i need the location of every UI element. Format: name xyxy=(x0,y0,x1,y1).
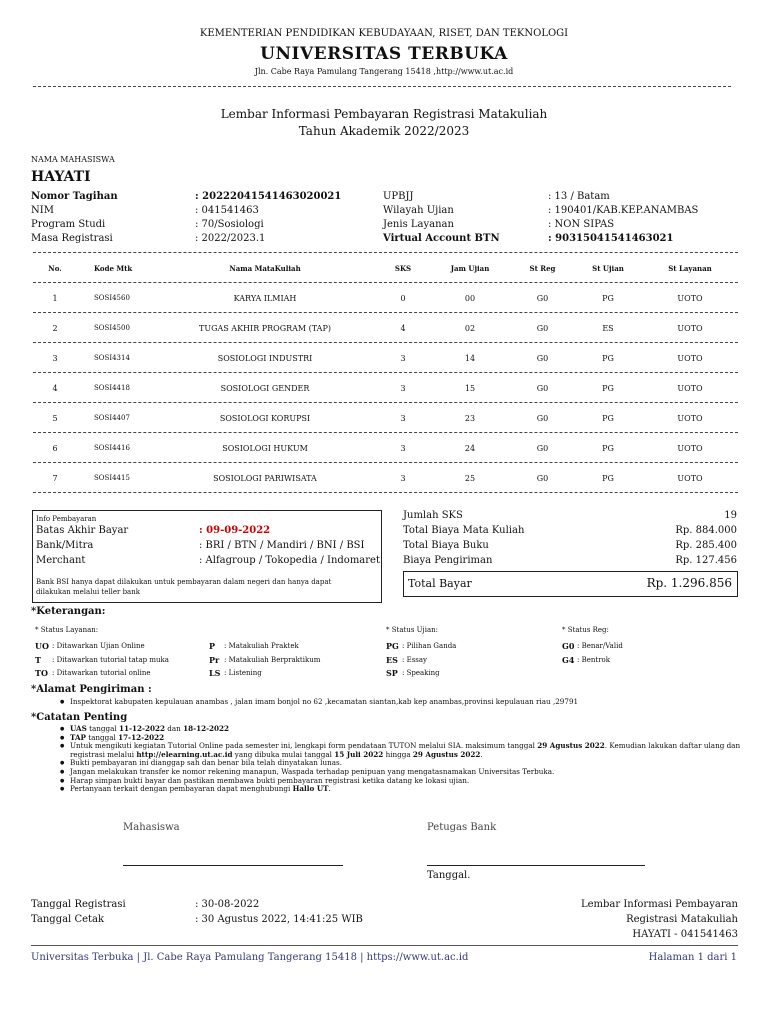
shipping-fee-value: Rp. 127.456 xyxy=(675,555,737,566)
footer-divider xyxy=(31,945,738,946)
list-item xyxy=(60,785,750,794)
doc-label-line2: Registrasi Matakuliah xyxy=(626,914,738,925)
page-number: Halaman 1 dari 1 xyxy=(648,952,737,963)
university-name: UNIVERSITAS TERBUKA xyxy=(260,44,508,64)
table-divider xyxy=(33,252,738,253)
legend-text: : Ditawarkan tutorial tatap muka xyxy=(52,656,169,664)
table-cell: G0 xyxy=(536,324,549,333)
col-header-sks: SKS xyxy=(394,264,412,273)
table-cell: 6 xyxy=(52,444,58,453)
table-cell: 3 xyxy=(400,414,406,423)
note-fragment: 17-12-2022 xyxy=(118,732,165,742)
print-date-label: Tanggal Cetak xyxy=(31,914,105,925)
legend-code: PG xyxy=(386,641,399,651)
table-cell: G0 xyxy=(536,294,549,303)
table-cell: 25 xyxy=(464,474,476,483)
student-name-label: NAMA MAHASISWA xyxy=(31,155,115,164)
table-cell: 4 xyxy=(52,384,58,393)
col-header-code: Kode Mtk xyxy=(94,264,133,273)
legend-code: LS xyxy=(209,668,221,678)
note-fragment: tanggal xyxy=(86,724,119,733)
book-fee-label: Total Biaya Buku xyxy=(403,540,489,551)
footer-address: Universitas Terbuka | Jl. Cabe Raya Pamulang Tangerang 15418 | https://www.ut.ac.id xyxy=(31,952,469,963)
ministry-name: KEMENTERIAN PENDIDIKAN KEBUDAYAAN, RISET, DAN TEKNOLOGI xyxy=(199,28,569,39)
table-cell: 0 xyxy=(400,294,406,303)
table-cell: 3 xyxy=(400,384,406,393)
student-signature-label: Mahasiswa xyxy=(123,822,180,833)
table-cell: PG xyxy=(602,474,614,483)
table-cell: 3 xyxy=(400,354,406,363)
merchant-label: Merchant xyxy=(36,555,86,566)
notes-title: *Keterangan: xyxy=(31,606,106,617)
table-cell: 24 xyxy=(464,444,476,453)
table-cell: KARYA ILMIAH xyxy=(233,294,297,303)
note-fragment: tanggal xyxy=(85,732,119,742)
legend-code: T xyxy=(35,655,41,665)
table-cell: ES xyxy=(602,324,614,333)
legend-text: : Ditawarkan Ujian Online xyxy=(52,642,145,650)
table-cell: PG xyxy=(602,354,614,363)
table-cell: 7 xyxy=(52,474,58,483)
note-fragment: . xyxy=(480,749,483,759)
table-cell: SOSI4500 xyxy=(94,324,130,332)
billing-number-value: : 20222041541463020021 xyxy=(195,191,342,202)
registration-period-value: : 2022/2023.1 xyxy=(195,233,266,244)
legend-text: : Pilihan Ganda xyxy=(402,642,457,650)
payment-deadline-value: : 09-09-2022 xyxy=(199,525,271,536)
list-item: ● Harap simpan bukti bayar dan pastikan membawa bukti pembayaran registrasi ketika datang ke lokasi ujian. xyxy=(60,777,750,786)
signature-date-label: Tanggal. xyxy=(427,870,471,881)
table-cell: 4 xyxy=(400,324,406,333)
bank-value: : BRI / BTN / Mandiri / BNI / BSI xyxy=(199,540,365,551)
registration-period-label: Masa Registrasi xyxy=(31,233,113,244)
col-header-exam-hour: Jam Ujian xyxy=(450,264,490,273)
table-divider xyxy=(33,492,738,493)
virtual-account-value: : 90315041541463021 xyxy=(548,233,674,244)
table-cell: SOSIOLOGI PARIWISATA xyxy=(213,474,317,483)
total-sks-value: 19 xyxy=(724,510,737,521)
student-name: HAYATI xyxy=(31,169,91,185)
shipping-address: ● Inspektorat kabupaten kepulauan anambas , jalan imam bonjol no 62 ,kecamatan siantan,kab kep anambas,provinsi kepulauan riau ,29791 xyxy=(60,698,750,707)
bsi-note: Bank BSI hanya dapat dilakukan untuk pembayaran dalam negeri dan hanya dapat dilakukan melalui teller bank xyxy=(36,578,332,596)
bank-officer-signature-line xyxy=(427,865,645,866)
legend-text: : Matakuliah Praktek xyxy=(224,642,299,650)
table-cell: 23 xyxy=(464,414,476,423)
legend-code: Pr xyxy=(209,655,220,665)
table-divider xyxy=(33,432,738,433)
list-item xyxy=(60,742,750,759)
payment-deadline-label: Batas Akhir Bayar xyxy=(36,525,129,536)
legend-text: : Bentrok xyxy=(577,656,610,664)
col-header-reg-status: St Reg xyxy=(529,264,556,273)
table-cell: 02 xyxy=(464,324,476,333)
table-divider xyxy=(33,372,738,373)
table-cell: SOSI4415 xyxy=(94,474,130,482)
table-cell: UOTO xyxy=(677,354,703,363)
list-item: ● Bukti pembayaran ini dianggap sah dan benar bila telah dinyatakan lunas. xyxy=(60,759,750,768)
table-cell: PG xyxy=(602,414,614,423)
table-cell: UOTO xyxy=(677,324,703,333)
note-fragment: dan xyxy=(164,724,184,733)
table-cell: 5 xyxy=(52,414,58,423)
col-header-exam-status: St Ujian xyxy=(592,264,624,273)
exam-status-title: * Status Ujian: xyxy=(386,626,438,634)
reg-status-title: * Status Reg: xyxy=(562,626,609,634)
legend-text: : Listening xyxy=(224,669,262,677)
table-cell: G0 xyxy=(536,354,549,363)
table-cell: 1 xyxy=(52,294,58,303)
study-program-value: : 70/Sosiologi xyxy=(195,219,264,230)
university-address: Jln. Cabe Raya Pamulang Tangerang 15418 ,http://www.ut.ac.id xyxy=(254,67,514,76)
table-cell: G0 xyxy=(536,414,549,423)
legend-code: UO xyxy=(35,641,49,651)
table-cell: 3 xyxy=(400,444,406,453)
table-cell: UOTO xyxy=(677,414,703,423)
upbjj-label: UPBJJ xyxy=(383,191,414,202)
doc-label-line3: HAYATI - 041541463 xyxy=(632,929,738,940)
billing-number-label: Nomor Tagihan xyxy=(31,191,118,202)
table-cell: 3 xyxy=(52,354,58,363)
bank-officer-signature-label: Petugas Bank xyxy=(427,822,497,833)
col-header-no: No. xyxy=(48,264,62,273)
book-fee-value: Rp. 285.400 xyxy=(675,540,737,551)
table-cell: UOTO xyxy=(677,444,703,453)
table-cell: PG xyxy=(602,384,614,393)
academic-year: Tahun Akademik 2022/2023 xyxy=(298,124,470,138)
table-cell: SOSI4560 xyxy=(94,294,130,302)
legend-code: SP xyxy=(386,668,398,678)
table-divider xyxy=(33,402,738,403)
note-fragment: hingga xyxy=(383,749,413,759)
bank-label: Bank/Mitra xyxy=(36,540,94,551)
total-payment-value: Rp. 1.296.856 xyxy=(646,576,732,590)
study-program-label: Program Studi xyxy=(31,219,106,230)
note-fragment: 29 Agustus 2022 xyxy=(412,749,481,759)
legend-text: : Ditawarkan tutorial online xyxy=(52,669,151,677)
legend-text: : Speaking xyxy=(402,669,440,677)
table-cell: SOSIOLOGI INDUSTRI xyxy=(217,354,313,363)
table-cell: SOSI4314 xyxy=(94,354,130,362)
note-fragment: UAS xyxy=(70,724,87,733)
legend-text: : Essay xyxy=(402,656,428,664)
table-cell: 3 xyxy=(400,474,406,483)
elearning-link[interactable]: http://elearning.ut.ac.id xyxy=(136,749,233,759)
table-divider xyxy=(33,312,738,313)
important-notes-title: *Catatan Penting xyxy=(31,712,128,723)
note-fragment: 11-12-2022 xyxy=(119,724,165,733)
course-fee-value: Rp. 884.000 xyxy=(675,525,737,536)
virtual-account-label: Virtual Account BTN xyxy=(383,233,500,244)
nim-value: : 041541463 xyxy=(195,205,259,216)
important-notes-list xyxy=(60,725,750,794)
note-fragment: Pertanyaan terkait dengan pembayaran dapat menghubungi xyxy=(70,784,293,794)
table-cell: TUGAS AKHIR PROGRAM (TAP) xyxy=(199,324,331,333)
table-cell: G0 xyxy=(536,474,549,483)
table-cell: PG xyxy=(602,444,614,453)
table-cell: UOTO xyxy=(677,384,703,393)
note-fragment: Untuk mengikuti kegiatan Tutorial Online pada semester ini, lengkapi form pendataan TUTON melalui SIA. maksimum tanggal xyxy=(70,741,538,751)
note-fragment: . Kemudian lakukan daftar ulang dan registrasi melalui xyxy=(70,741,741,759)
note-fragment: 18-12-2022 xyxy=(183,724,230,733)
legend-text: : Matakuliah Berpraktikum xyxy=(224,656,321,664)
exam-region-label: Wilayah Ujian xyxy=(383,205,454,216)
table-divider xyxy=(33,282,738,283)
table-cell: SOSI4416 xyxy=(94,444,130,452)
table-cell: SOSI4407 xyxy=(94,414,130,422)
table-cell: 14 xyxy=(464,354,476,363)
table-cell: SOSIOLOGI GENDER xyxy=(220,384,310,393)
shipping-fee-label: Biaya Pengiriman xyxy=(403,555,493,566)
exam-region-value: : 190401/KAB.KEP.ANAMBAS xyxy=(548,205,699,216)
table-cell: SOSIOLOGI HUKUM xyxy=(222,444,308,453)
table-cell: SOSIOLOGI KORUPSI xyxy=(219,414,311,423)
course-fee-label: Total Biaya Mata Kuliah xyxy=(403,525,525,536)
registration-date-value: : 30-08-2022 xyxy=(195,899,260,910)
doc-label-line1: Lembar Informasi Pembayaran xyxy=(580,899,738,910)
legend-code: P xyxy=(209,641,216,651)
table-cell: SOSI4418 xyxy=(94,384,130,392)
table-divider xyxy=(33,462,738,463)
legend-code: G0 xyxy=(562,641,575,651)
table-cell: G0 xyxy=(536,384,549,393)
document-title: Lembar Informasi Pembayaran Registrasi Matakuliah xyxy=(220,107,548,121)
registration-date-label: Tanggal Registrasi xyxy=(31,899,126,910)
service-type-value: : NON SIPAS xyxy=(548,219,615,230)
total-payment-label: Total Bayar xyxy=(408,577,472,590)
note-fragment: TAP xyxy=(70,732,86,742)
service-status-title: * Status Layanan: xyxy=(35,626,99,634)
note-fragment: 29 Agustus 2022 xyxy=(537,741,605,751)
col-header-service-status: St Layanan xyxy=(668,264,712,273)
note-fragment: Hallo UT xyxy=(292,784,329,794)
service-type-label: Jenis Layanan xyxy=(383,219,454,230)
legend-text: : Benar/Valid xyxy=(577,642,623,650)
header-divider xyxy=(33,86,731,87)
shipping-address-list xyxy=(60,698,750,707)
legend-code: G4 xyxy=(562,655,575,665)
payment-info-label: Info Pembayaran xyxy=(36,515,97,523)
nim-label: NIM xyxy=(31,205,54,216)
table-cell: 00 xyxy=(464,294,476,303)
student-signature-line xyxy=(123,865,343,866)
note-fragment: 15 Juli 2022 xyxy=(334,749,384,759)
table-cell: 2 xyxy=(52,324,58,333)
table-cell: G0 xyxy=(536,444,549,453)
legend-code: TO xyxy=(35,668,48,678)
print-date-value: : 30 Agustus 2022, 14:41:25 WIB xyxy=(195,914,363,925)
merchant-value: : Alfagroup / Tokopedia / Indomaret xyxy=(199,555,380,566)
col-header-course: Nama MataKuliah xyxy=(229,264,301,273)
list-item: ● Jangan melakukan transfer ke nomor rekening manapun, Waspada terhadap penipuan yang mengatasnamakan Universitas Terbuka. xyxy=(60,768,750,777)
total-sks-label: Jumlah SKS xyxy=(403,510,463,521)
table-cell: UOTO xyxy=(677,474,703,483)
legend-code: ES xyxy=(386,655,398,665)
shipping-address-title: *Alamat Pengiriman : xyxy=(31,684,152,695)
table-cell: 15 xyxy=(464,384,476,393)
table-cell: UOTO xyxy=(677,294,703,303)
table-cell: PG xyxy=(602,294,614,303)
table-divider xyxy=(33,342,738,343)
note-fragment: . xyxy=(328,784,331,794)
upbjj-value: : 13 / Batam xyxy=(548,191,610,202)
note-fragment: yang dibuka mulai tanggal xyxy=(232,749,335,759)
